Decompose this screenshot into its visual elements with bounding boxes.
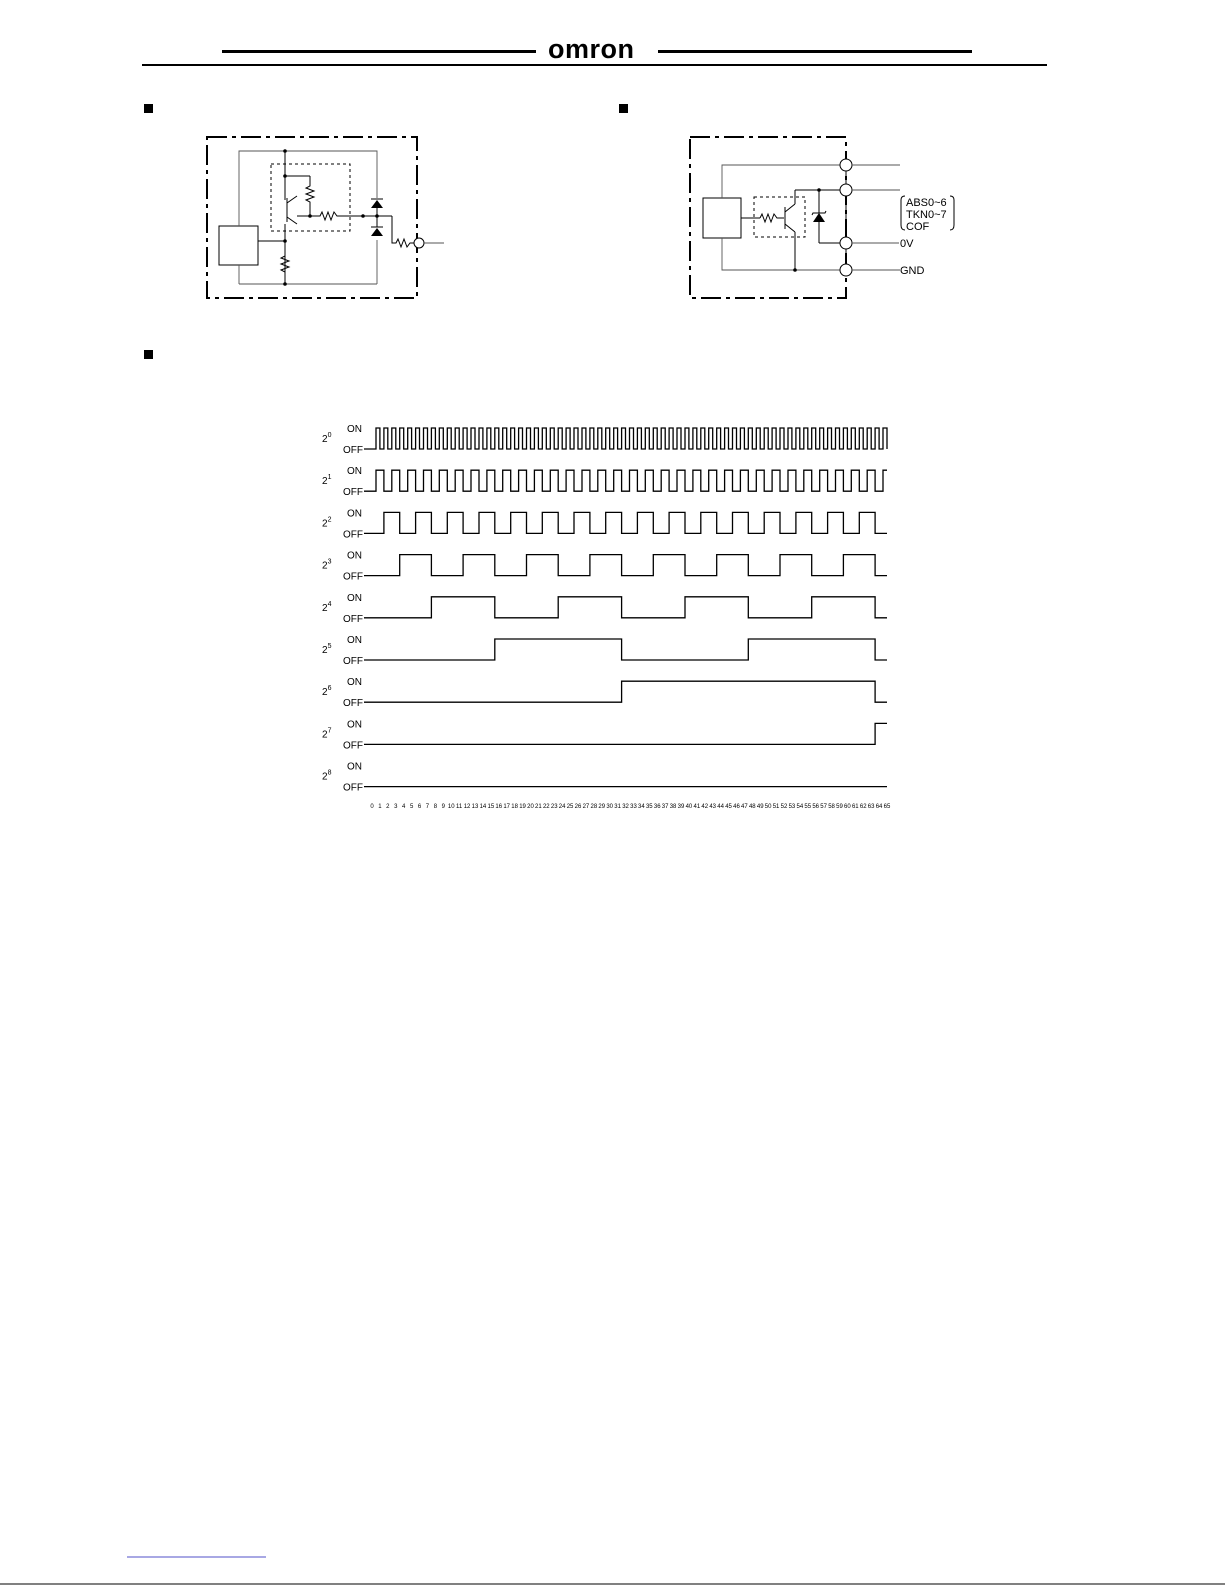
x-tick-label: 13	[471, 804, 479, 810]
x-tick-label: 4	[402, 804, 406, 810]
x-tick-label: 16	[495, 804, 503, 810]
output-label-0v: 0V	[900, 238, 914, 250]
x-tick-label: 41	[693, 804, 701, 810]
x-tick-label: 28	[590, 804, 598, 810]
x-tick-label: 39	[677, 804, 685, 810]
x-tick-label: 5	[409, 804, 414, 810]
bit-label-4: $2^4$	[322, 600, 332, 614]
x-tick-label: 19	[519, 804, 526, 810]
off-label-0: OFF	[343, 445, 363, 456]
on-label-5: ON	[347, 635, 362, 646]
x-tick-label: 37	[661, 804, 669, 810]
off-label-3: OFF	[343, 571, 363, 583]
x-tick-label: 42	[701, 804, 709, 810]
x-tick-label: 53	[788, 804, 796, 810]
waveform-bit-7	[364, 723, 887, 744]
bit-label-2: $2^2$	[322, 516, 332, 530]
left-brace	[901, 196, 905, 230]
x-tick-label: 2	[386, 804, 390, 810]
x-tick-label: 65	[883, 804, 891, 810]
output-circuit-ic-block	[703, 198, 741, 238]
x-tick-label: 54	[796, 804, 804, 810]
x-tick-label: 40	[685, 804, 693, 810]
waveform-bit-6	[364, 681, 887, 702]
output-label-gnd: GND	[900, 265, 925, 277]
bit-label-1: $2^1$	[322, 474, 332, 488]
output-label-tkn: TKN0~7	[906, 209, 947, 221]
x-tick-label: 62	[859, 804, 867, 810]
output-label-abs: ABS0~6	[906, 197, 947, 209]
off-label-4: OFF	[343, 613, 363, 625]
off-label-7: OFF	[343, 740, 363, 752]
x-tick-label: 44	[717, 804, 724, 810]
x-tick-label: 35	[645, 804, 653, 810]
x-tick-label: 64	[875, 804, 883, 810]
on-label-0: ON	[347, 424, 362, 435]
x-tick-label: 29	[598, 804, 606, 810]
input-circuit-border	[207, 137, 417, 298]
x-tick-label: 24	[558, 804, 566, 810]
x-tick-label: 21	[535, 804, 542, 810]
x-tick-label: 7	[425, 804, 430, 810]
off-label-5: OFF	[343, 656, 363, 667]
input-circuit-diagram	[207, 137, 444, 298]
bit-label-8: $2^8$	[322, 769, 332, 783]
input-circuit-dashed-box	[271, 164, 350, 231]
x-tick-label: 30	[606, 804, 614, 810]
x-tick-label: 43	[709, 804, 717, 810]
on-label-1: ON	[347, 466, 362, 478]
off-label-2: OFF	[343, 529, 363, 541]
bit-label-6: $2^6$	[322, 685, 332, 699]
x-tick-label: 26	[574, 804, 582, 810]
off-label-6: OFF	[343, 698, 363, 710]
x-tick-label: 49	[756, 804, 764, 810]
x-tick-label: 60	[844, 804, 851, 810]
on-label-2: ON	[347, 508, 362, 520]
x-tick-label: 17	[503, 804, 511, 810]
x-tick-label: 34	[638, 804, 645, 810]
x-tick-label: 1	[378, 804, 382, 810]
waveform-bit-1	[364, 470, 887, 491]
waveform-bit-0	[364, 428, 887, 449]
right-brace	[950, 196, 954, 230]
bit-label-0: $2^0$	[322, 432, 332, 445]
on-label-6: ON	[347, 677, 362, 689]
x-tick-label: 51	[772, 804, 780, 810]
x-tick-label: 38	[669, 804, 677, 810]
x-tick-label: 58	[828, 804, 835, 810]
x-tick-label: 15	[487, 804, 495, 810]
output-label-cof: COF	[906, 221, 930, 233]
x-tick-label: 27	[582, 804, 590, 810]
output-circuit-border	[690, 137, 846, 298]
timing-chart	[322, 424, 891, 810]
bit-label-5: $2^5$	[322, 643, 332, 656]
x-tick-label: 59	[836, 804, 843, 810]
x-tick-label: 25	[566, 804, 574, 810]
x-tick-label: 46	[733, 804, 740, 810]
x-tick-label: 57	[820, 804, 827, 810]
x-tick-label: 55	[804, 804, 812, 810]
input-circuit-ic-block	[219, 226, 258, 265]
x-tick-label: 45	[725, 804, 732, 810]
x-tick-label: 22	[542, 804, 550, 810]
x-tick-label: 3	[394, 804, 398, 810]
x-tick-label: 9	[441, 804, 445, 810]
output-circuit-dashed-box	[754, 197, 805, 237]
on-label-8: ON	[347, 761, 362, 773]
x-tick-label: 33	[630, 804, 637, 810]
on-label-3: ON	[347, 550, 362, 562]
x-tick-label: 23	[550, 804, 558, 810]
x-tick-label: 56	[812, 804, 820, 810]
x-tick-label: 63	[867, 804, 875, 810]
x-tick-label: 6	[417, 804, 422, 810]
x-tick-label: 0	[370, 804, 374, 810]
x-tick-label: 61	[851, 804, 859, 810]
x-tick-label: 11	[456, 804, 463, 810]
off-label-8: OFF	[343, 782, 363, 794]
x-tick-label: 48	[748, 804, 756, 810]
x-tick-label: 47	[741, 804, 748, 810]
x-tick-label: 36	[653, 804, 661, 810]
x-tick-label: 10	[447, 804, 455, 810]
x-tick-label: 50	[764, 804, 772, 810]
bit-label-7: $2^7$	[322, 727, 332, 741]
off-label-1: OFF	[343, 487, 363, 499]
x-tick-label: 32	[622, 804, 629, 810]
output-circuit-diagram	[690, 137, 954, 298]
x-tick-label: 14	[479, 804, 487, 810]
x-tick-label: 52	[780, 804, 788, 810]
x-tick-label: 31	[614, 804, 621, 810]
on-label-7: ON	[347, 719, 362, 731]
on-label-4: ON	[347, 592, 362, 604]
brand-logo: omron	[548, 34, 635, 64]
waveform-bit-5	[364, 639, 887, 660]
waveform-bit-3	[364, 555, 887, 576]
waveform-bit-4	[364, 597, 887, 618]
x-tick-label: 18	[511, 804, 518, 810]
x-tick-label: 20	[527, 804, 534, 810]
x-tick-label: 8	[433, 804, 438, 810]
waveform-bit-2	[364, 512, 887, 533]
x-tick-label: 12	[463, 804, 471, 810]
bit-label-3: $2^3$	[322, 558, 332, 572]
